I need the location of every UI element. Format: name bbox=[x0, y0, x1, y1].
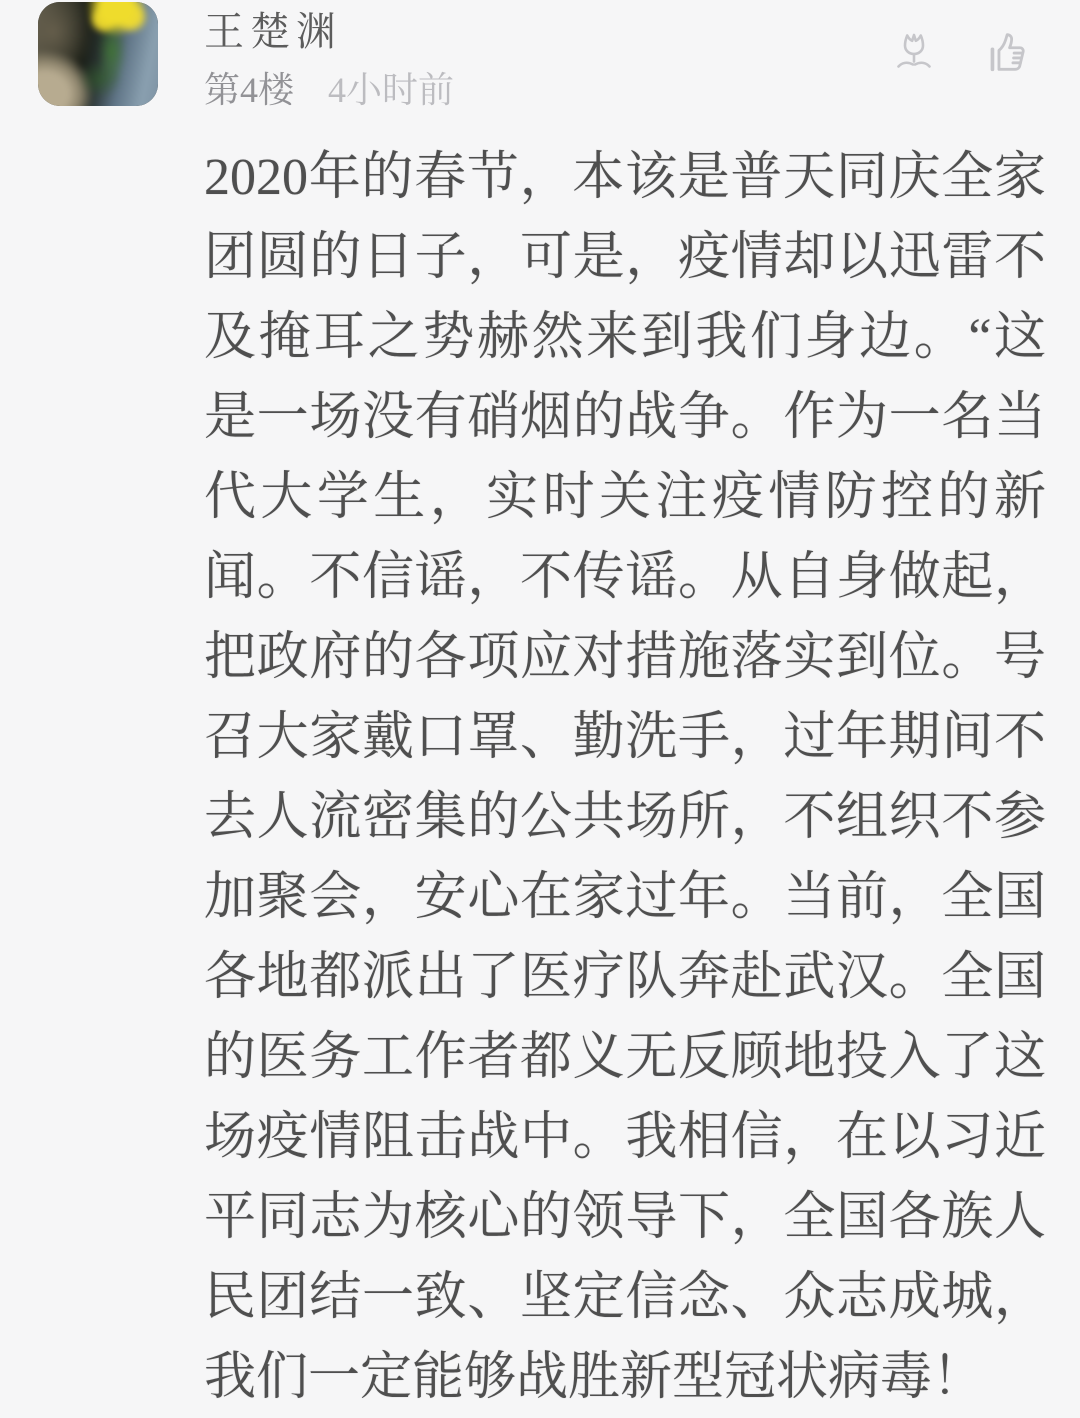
comment-actions bbox=[890, 26, 1034, 78]
body-line: 去人流密集的公共场所，不组织不参 bbox=[204, 789, 1046, 846]
flower-icon bbox=[890, 26, 938, 78]
body-line: 2020年的春节，本该是普天同庆全家 bbox=[204, 149, 1046, 206]
body-line: 召大家戴口罩、勤洗手，过年期间不 bbox=[204, 709, 1046, 766]
like-button[interactable] bbox=[978, 26, 1034, 78]
body-line: 的医务工作者都义无反顾地投入了这 bbox=[204, 1029, 1046, 1086]
thumbs-up-icon bbox=[978, 26, 1034, 78]
body-line: 是一场没有硝烟的战争。作为一名当 bbox=[204, 389, 1046, 446]
body-line: 代大学生，实时关注疫情防控的新 bbox=[204, 469, 1046, 526]
comment-meta bbox=[204, 68, 454, 112]
comment-body bbox=[204, 138, 1046, 1418]
body-line: 民团结一致、坚定信念、众志成城， bbox=[204, 1269, 1046, 1326]
send-flower-button[interactable] bbox=[890, 26, 938, 78]
body-line: 及掩耳之势赫然来到我们身边。“这 bbox=[204, 309, 1046, 366]
floor-label: 第4楼 bbox=[204, 70, 295, 110]
avatar[interactable] bbox=[38, 2, 158, 106]
author-name[interactable]: 王楚渊 bbox=[204, 9, 342, 54]
timestamp: 4小时前 bbox=[328, 70, 455, 110]
body-line: 场疫情阻击战中。我相信，在以习近 bbox=[204, 1109, 1046, 1166]
body-line: 把政府的各项应对措施落实到位。号 bbox=[204, 629, 1046, 686]
body-line: 我们一定能够战胜新型冠状病毒！ bbox=[204, 1349, 985, 1406]
body-line: 各地都派出了医疗队奔赴武汉。全国 bbox=[204, 949, 1046, 1006]
body-line: 团圆的日子，可是，疫情却以迅雷不 bbox=[204, 229, 1046, 286]
avatar-photo bbox=[38, 2, 158, 106]
body-line: 平同志为核心的领导下，全国各族人 bbox=[204, 1189, 1046, 1246]
body-line: 闻。不信谣，不传谣。从自身做起， bbox=[204, 549, 1046, 606]
body-line: 加聚会，安心在家过年。当前，全国 bbox=[204, 869, 1046, 926]
